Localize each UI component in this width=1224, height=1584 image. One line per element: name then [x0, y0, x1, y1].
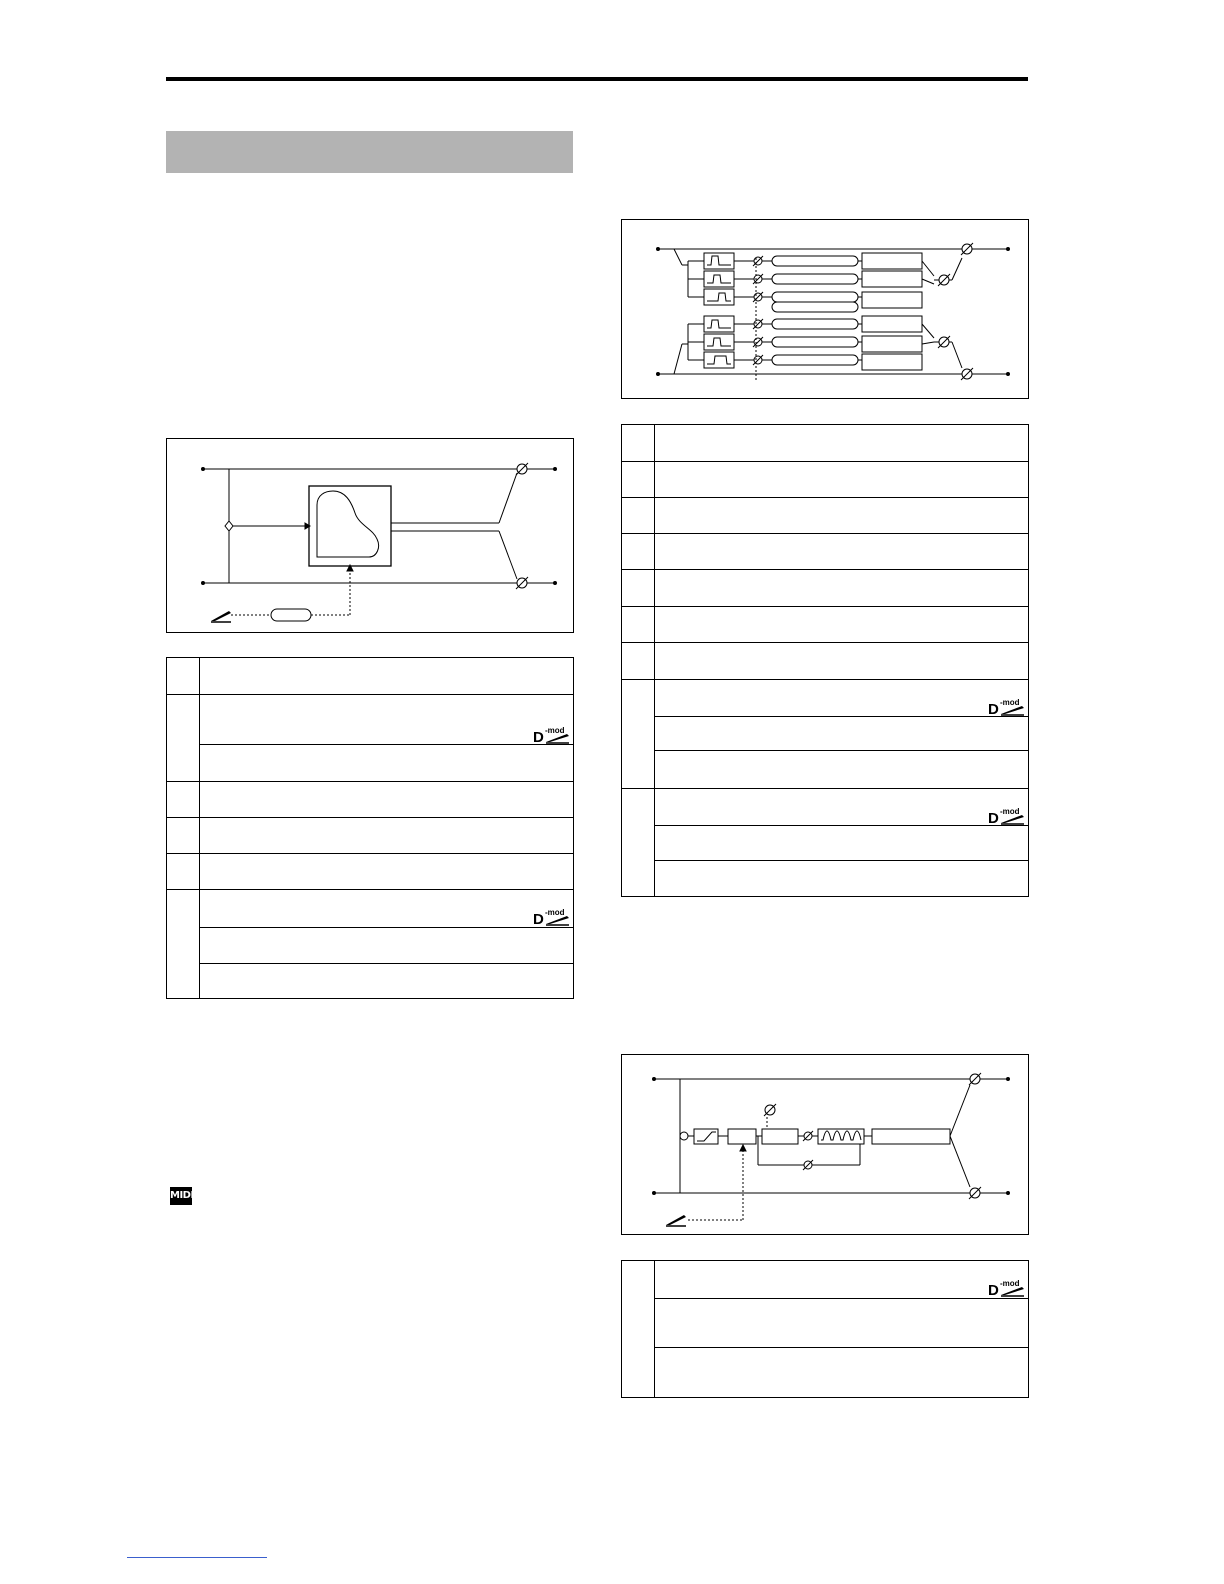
table-row: [199, 695, 573, 745]
d-mod-icon: [533, 908, 573, 926]
d-mod-icon: [988, 807, 1028, 825]
pedal-icon: [666, 1215, 686, 1226]
table-row: [199, 818, 573, 854]
svg-text:D: D: [533, 729, 544, 744]
table-row: [654, 1261, 1028, 1299]
table-row: [654, 680, 1028, 717]
table-row: [654, 1299, 1028, 1348]
index-group: [167, 854, 199, 890]
section-heading-band: [166, 131, 573, 173]
svg-text:-mod: -mod: [545, 908, 565, 917]
table-row: [654, 425, 1028, 462]
right-bottom-parameter-table: [621, 1260, 1029, 1398]
index-group: [622, 680, 654, 789]
d-mod-icon: [988, 698, 1028, 716]
d-mod-icon: [533, 726, 573, 744]
index-group: [622, 607, 654, 643]
index-group: [622, 789, 654, 896]
d-mod-icon: [988, 1279, 1028, 1297]
right-top-parameter-table: [621, 424, 1029, 897]
pedal-icon: [211, 611, 231, 622]
index-group: [622, 462, 654, 498]
table-row: [199, 890, 573, 928]
table-row: [654, 751, 1028, 789]
table-row: [654, 1348, 1028, 1397]
table-row: [199, 745, 573, 782]
index-group: [167, 782, 199, 818]
index-group: [622, 498, 654, 534]
svg-text:-mod: -mod: [545, 726, 565, 735]
svg-text:-mod: -mod: [1000, 807, 1020, 816]
index-group: [167, 890, 199, 998]
index-group: [167, 818, 199, 854]
svg-text:D: D: [988, 701, 999, 716]
table-row: [654, 534, 1028, 570]
svg-text:-mod: -mod: [1000, 698, 1020, 707]
footer-link-underline[interactable]: [127, 1557, 267, 1558]
midi-icon: MIDI: [170, 1187, 192, 1205]
table-row: [654, 643, 1028, 680]
svg-text:D: D: [988, 810, 999, 825]
index-group: [167, 695, 199, 782]
index-group: [622, 425, 654, 462]
table-row: [199, 854, 573, 890]
table-row: [199, 964, 573, 998]
left-parameter-table: [166, 657, 574, 999]
table-row: [654, 826, 1028, 861]
svg-text:D: D: [988, 1282, 999, 1297]
table-row: [654, 498, 1028, 534]
table-row: [654, 717, 1028, 751]
index-group: [622, 570, 654, 607]
index-group: [167, 658, 199, 695]
table-row: [654, 861, 1028, 896]
page-top-rule: [166, 77, 1028, 81]
table-row: [654, 462, 1028, 498]
table-row: [199, 782, 573, 818]
table-row: [199, 658, 573, 695]
right-bottom-signal-flow-diagram: [621, 1054, 1029, 1235]
svg-text:-mod: -mod: [1000, 1279, 1020, 1288]
table-row: [199, 928, 573, 964]
table-row: [654, 570, 1028, 607]
svg-text:D: D: [533, 911, 544, 926]
left-signal-flow-diagram: [166, 438, 574, 633]
right-top-signal-flow-diagram: [621, 219, 1029, 399]
index-group: [622, 534, 654, 570]
index-group: [622, 643, 654, 680]
index-column: [622, 1261, 655, 1397]
table-row: [654, 607, 1028, 643]
table-row: [654, 789, 1028, 826]
